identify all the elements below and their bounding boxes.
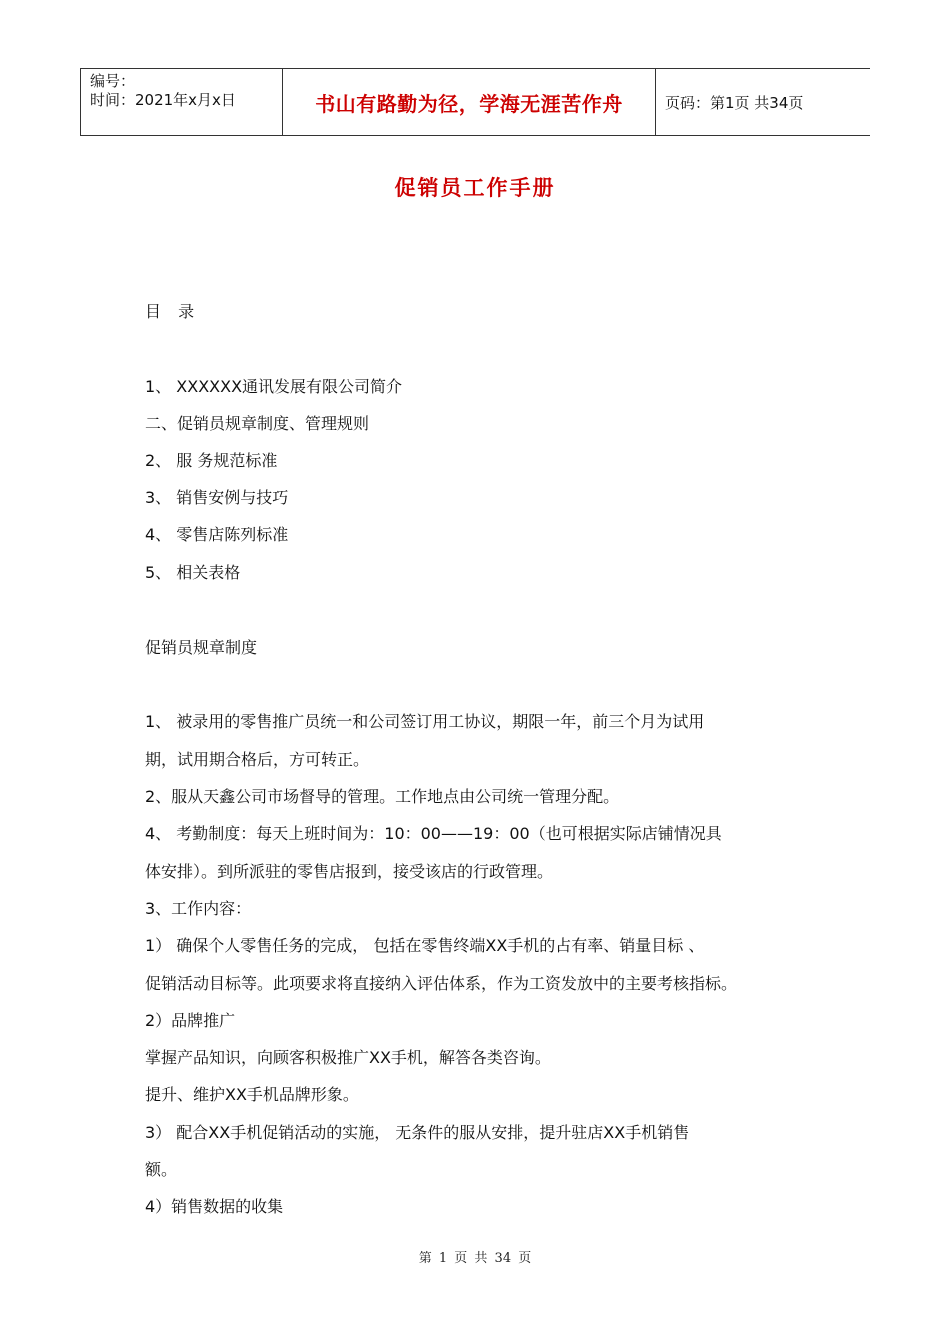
header-motto: 书山有路勤为径，学海无涯苦作舟 — [315, 91, 623, 116]
body-line: 期，试用期合格后，方可转正。 — [145, 750, 370, 769]
body-line: 体安排）。到所派驻的零售店报到，接受该店的行政管理。 — [145, 862, 554, 881]
toc-item: 5、 相关表格 — [145, 563, 241, 582]
body-line: 促销活动目标等。此项要求将直接纳入评估体系，作为工资发放中的主要考核指标。 — [145, 974, 738, 993]
date-text: 时间：2021年x月x日 — [90, 91, 236, 109]
body-line: 掌握产品知识，向顾客积极推广XX手机，解答各类咨询。 — [145, 1048, 551, 1067]
body-line: 3） 配合XX手机促销活动的实施， 无条件的服从安排，提升驻店XX手机销售 — [145, 1123, 690, 1142]
body-line: 2、服从天鑫公司市场督导的管理。工作地点由公司统一管理分配。 — [145, 787, 620, 806]
header-page-info: 页码：第1页 共34页 — [665, 93, 804, 112]
header-table — [80, 68, 870, 136]
body-line: 额。 — [145, 1160, 178, 1179]
toc-item: 2、 服 务规范标准 — [145, 451, 278, 470]
body-line: 2）品牌推广 — [145, 1011, 236, 1030]
toc-item: 二、促销员规章制度、管理规则 — [145, 414, 370, 433]
toc-item: 3、 销售安例与技巧 — [145, 488, 289, 507]
serial-number-label: 编号： — [90, 72, 136, 90]
section-heading: 促销员规章制度 — [145, 638, 258, 657]
body-line: 1、 被录用的零售推广员统一和公司签订用工协议，期限一年，前三个月为试用 — [145, 712, 705, 731]
body-line: 4）销售数据的收集 — [145, 1197, 284, 1216]
body-line: 3、工作内容： — [145, 899, 252, 918]
header-meta-cell — [81, 69, 283, 135]
body-line: 4、 考勤制度：每天上班时间为：10：00——19：00（也可根据实际店铺情况具 — [145, 824, 722, 843]
page-footer: 第 1 页 共 34 页 — [418, 1251, 532, 1266]
toc-heading: 目 录 — [145, 302, 201, 321]
toc-item: 4、 零售店陈列标准 — [145, 525, 289, 544]
toc-item: 1、 XXXXXX通讯发展有限公司简介 — [145, 377, 403, 396]
document-title: 促销员工作手册 — [394, 176, 556, 200]
header-page-cell — [656, 69, 870, 135]
body-line: 1） 确保个人零售任务的完成， 包括在零售终端XX手机的占有率、销量目标 、 — [145, 936, 705, 955]
body-line: 提升、维护XX手机品牌形象。 — [145, 1085, 359, 1104]
header-motto-cell — [283, 69, 656, 135]
